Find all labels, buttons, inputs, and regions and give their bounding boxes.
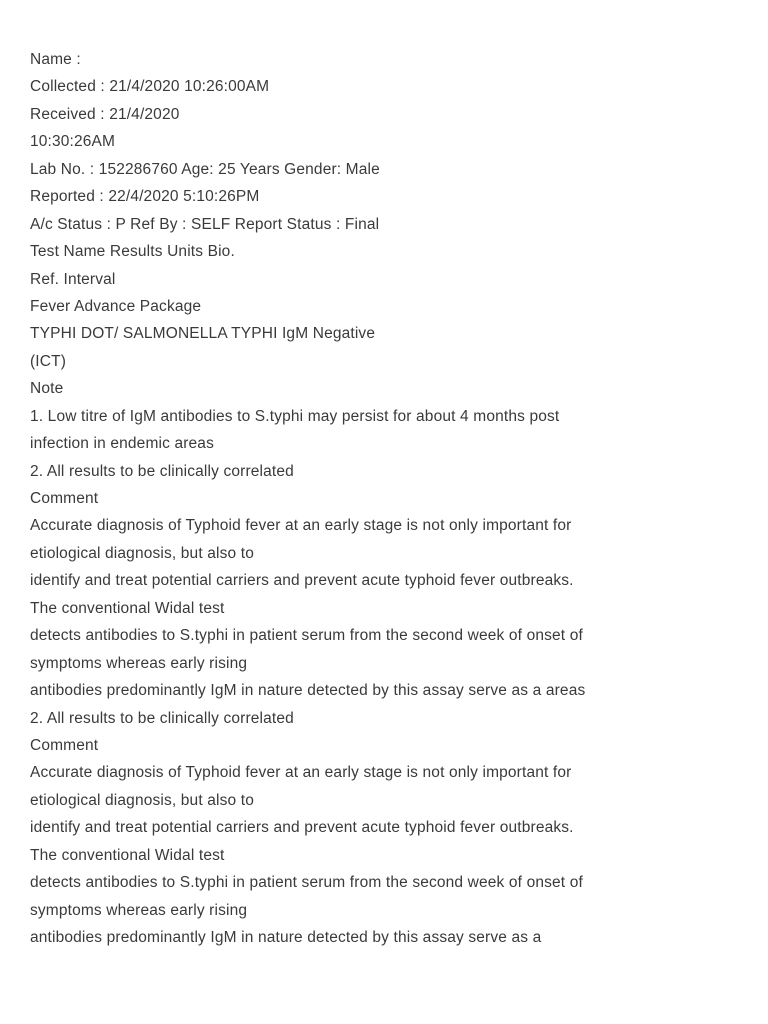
note-line: infection in endemic areas bbox=[30, 435, 214, 453]
note-heading: Note bbox=[30, 380, 64, 398]
ref-interval-line: Ref. Interval bbox=[30, 270, 116, 288]
comment-line: identify and treat potential carriers and prevent acute typhoid fever outbreaks. bbox=[30, 572, 574, 590]
comment-line: etiological diagnosis, but also to bbox=[30, 544, 254, 562]
name-line: Name : bbox=[30, 51, 81, 68]
comment-line: etiological diagnosis, but also to bbox=[30, 791, 254, 809]
comment-line: Accurate diagnosis of Typhoid fever at an early stage is not only important for bbox=[30, 764, 572, 782]
note-line: 2. All results to be clinically correlated bbox=[30, 709, 294, 727]
test-method-line: (ICT) bbox=[30, 352, 67, 370]
comment-line: symptoms whereas early rising bbox=[30, 654, 248, 672]
reported-line: Reported : 22/4/2020 5:10:26PM bbox=[30, 188, 260, 206]
received-line: Received : 21/4/2020 bbox=[30, 105, 180, 123]
table-header-line: Test Name Results Units Bio. bbox=[30, 243, 235, 261]
comment-line: antibodies predominantly IgM in nature detected by this assay serve as a bbox=[30, 929, 542, 946]
comment-line: identify and treat potential carriers and prevent acute typhoid fever outbreaks. bbox=[30, 819, 574, 837]
test-result-line: TYPHI DOT/ SALMONELLA TYPHI IgM Negative bbox=[30, 325, 376, 343]
status-line: A/c Status : P Ref By : SELF Report Status : Final bbox=[30, 215, 380, 233]
comment-line: The conventional Widal test bbox=[30, 599, 225, 617]
note-line: 2. All results to be clinically correlated bbox=[30, 462, 294, 480]
comment-line: Accurate diagnosis of Typhoid fever at an early stage is not only important for bbox=[30, 517, 572, 535]
comment-line: symptoms whereas early rising bbox=[30, 901, 248, 919]
comment-line: detects antibodies to S.typhi in patient serum from the second week of onset of bbox=[30, 627, 583, 645]
comment-line: The conventional Widal test bbox=[30, 846, 225, 864]
note-line: 1. Low titre of IgM antibodies to S.typhi may persist for about 4 months post bbox=[30, 407, 560, 425]
collected-line: Collected : 21/4/2020 10:26:00AM bbox=[30, 78, 270, 96]
comment-line: antibodies predominantly IgM in nature detected by this assay serve as a areas bbox=[30, 682, 586, 700]
comment-heading: Comment bbox=[30, 490, 99, 507]
received-time-line: 10:30:26AM bbox=[30, 133, 116, 151]
comment-line: detects antibodies to S.typhi in patient serum from the second week of onset of bbox=[30, 874, 583, 892]
lab-no-line: Lab No. : 152286760 Age: 25 Years Gender: Male bbox=[30, 160, 380, 178]
package-name-line: Fever Advance Package bbox=[30, 297, 202, 315]
lab-report-text bbox=[30, 46, 730, 951]
comment-heading: Comment bbox=[30, 736, 99, 754]
